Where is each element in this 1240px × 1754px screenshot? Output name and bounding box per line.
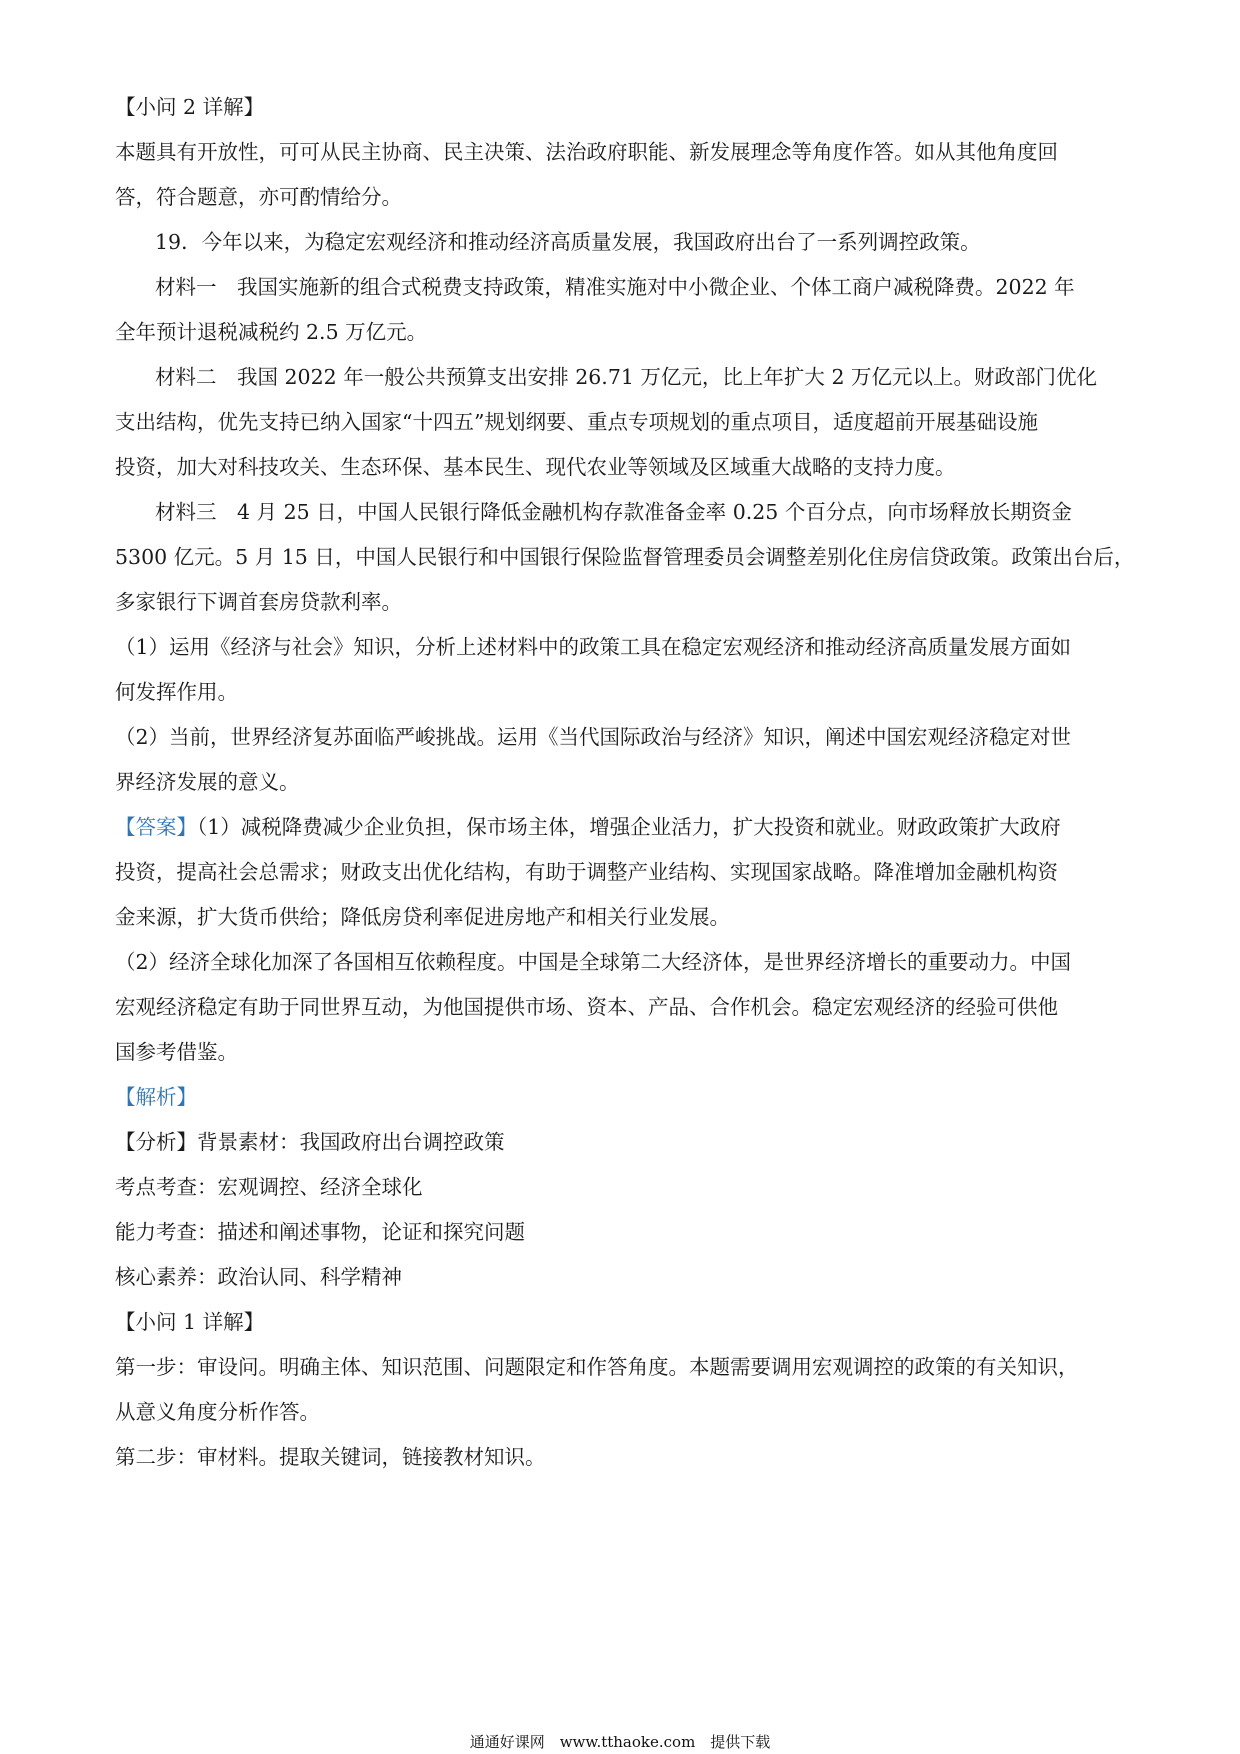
analysis-line: 能力考查：描述和阐述事物，论证和探究问题 xyxy=(115,1220,525,1244)
material-1-line: 材料一 我国实施新的组合式税费支持政策，精准实施对中小微企业、个体工商户减税降费。2022 年 xyxy=(155,275,1075,299)
analysis-line: 第一步：审设问。明确主体、知识范围、问题限定和作答角度。本题需要调用宏观调控的政策的有关知识， xyxy=(115,1355,1079,1379)
answer-line: 宏观经济稳定有助于同世界互动，为他国提供市场、资本、产品、合作机会。稳定宏观经济的经验可供他 xyxy=(115,995,1058,1019)
question-part-1: （1）运用《经济与社会》知识，分析上述材料中的政策工具在稳定宏观经济和推动经济高质量发展方面如 xyxy=(115,635,1072,659)
answer-label: 【答案】 xyxy=(115,815,197,839)
answer-line-1 xyxy=(115,812,1125,842)
paragraph-line: 本题具有开放性，可可从民主协商、民主决策、法治政府职能、新发展理念等角度作答。如从其他角度回 xyxy=(115,140,1058,164)
subquestion-heading: 【小问 1 详解】 xyxy=(115,1310,265,1334)
material-1-line: 全年预计退税减税约 2.5 万亿元。 xyxy=(115,320,428,344)
analysis-label: 【解析】 xyxy=(115,1085,197,1109)
analysis-line: 考点考查：宏观调控、经济全球化 xyxy=(115,1175,423,1199)
material-3-line: 材料三 4 月 25 日，中国人民银行降低金融机构存款准备金率 0.25 个百分点，向市场释放长期资金 xyxy=(155,500,1072,524)
question-part-2: 界经济发展的意义。 xyxy=(115,770,300,794)
answer-line: 金来源，扩大货币供给；降低房贷利率促进房地产和相关行业发展。 xyxy=(115,905,730,929)
material-2-line: 投资，加大对科技攻关、生态环保、基本民生、现代农业等领域及区域重大战略的支持力度。 xyxy=(115,455,956,479)
answer-line: 国参考借鉴。 xyxy=(115,1040,238,1064)
question-part-2: （2）当前，世界经济复苏面临严峻挑战。运用《当代国际政治与经济》知识，阐述中国宏观经济稳定对世 xyxy=(115,725,1072,749)
subquestion-heading: 【小问 2 详解】 xyxy=(115,95,265,119)
paragraph-line: 答，符合题意，亦可酌情给分。 xyxy=(115,185,402,209)
analysis-line: 【分析】背景素材：我国政府出台调控政策 xyxy=(115,1130,505,1154)
page-footer: 通通好课网 www.tthaoke.com 提供下载 xyxy=(469,1733,771,1751)
answer-text: （1）减税降费减少企业负担，保市场主体，增强企业活力，扩大投资和就业。财政政策扩大政府 xyxy=(197,815,1061,839)
answer-line: （2）经济全球化加深了各国相互依赖程度。中国是全球第二大经济体，是世界经济增长的重要动力。中国 xyxy=(115,950,1072,974)
analysis-line: 第二步：审材料。提取关键词，链接教材知识。 xyxy=(115,1445,546,1469)
analysis-line: 从意义角度分析作答。 xyxy=(115,1400,320,1424)
analysis-line: 核心素养：政治认同、科学精神 xyxy=(115,1265,402,1289)
material-3-line: 多家银行下调首套房贷款利率。 xyxy=(115,590,402,614)
question-stem: 19．今年以来，为稳定宏观经济和推动经济高质量发展，我国政府出台了一系列调控政策。 xyxy=(155,230,981,254)
material-2-line: 支出结构，优先支持已纳入国家“十四五”规划纲要、重点专项规划的重点项目，适度超前开展基础设施 xyxy=(115,410,1038,434)
question-part-1: 何发挥作用。 xyxy=(115,680,238,704)
material-3-line: 5300 亿元。5 月 15 日，中国人民银行和中国银行保险监督管理委员会调整差别化住房信贷政策。政策出台后， xyxy=(115,545,1135,569)
material-2-line: 材料二 我国 2022 年一般公共预算支出安排 26.71 万亿元，比上年扩大 2 万亿元以上。财政部门优化 xyxy=(155,365,1097,389)
answer-line: 投资，提高社会总需求；财政支出优化结构，有助于调整产业结构、实现国家战略。降准增加金融机构资 xyxy=(115,860,1058,884)
